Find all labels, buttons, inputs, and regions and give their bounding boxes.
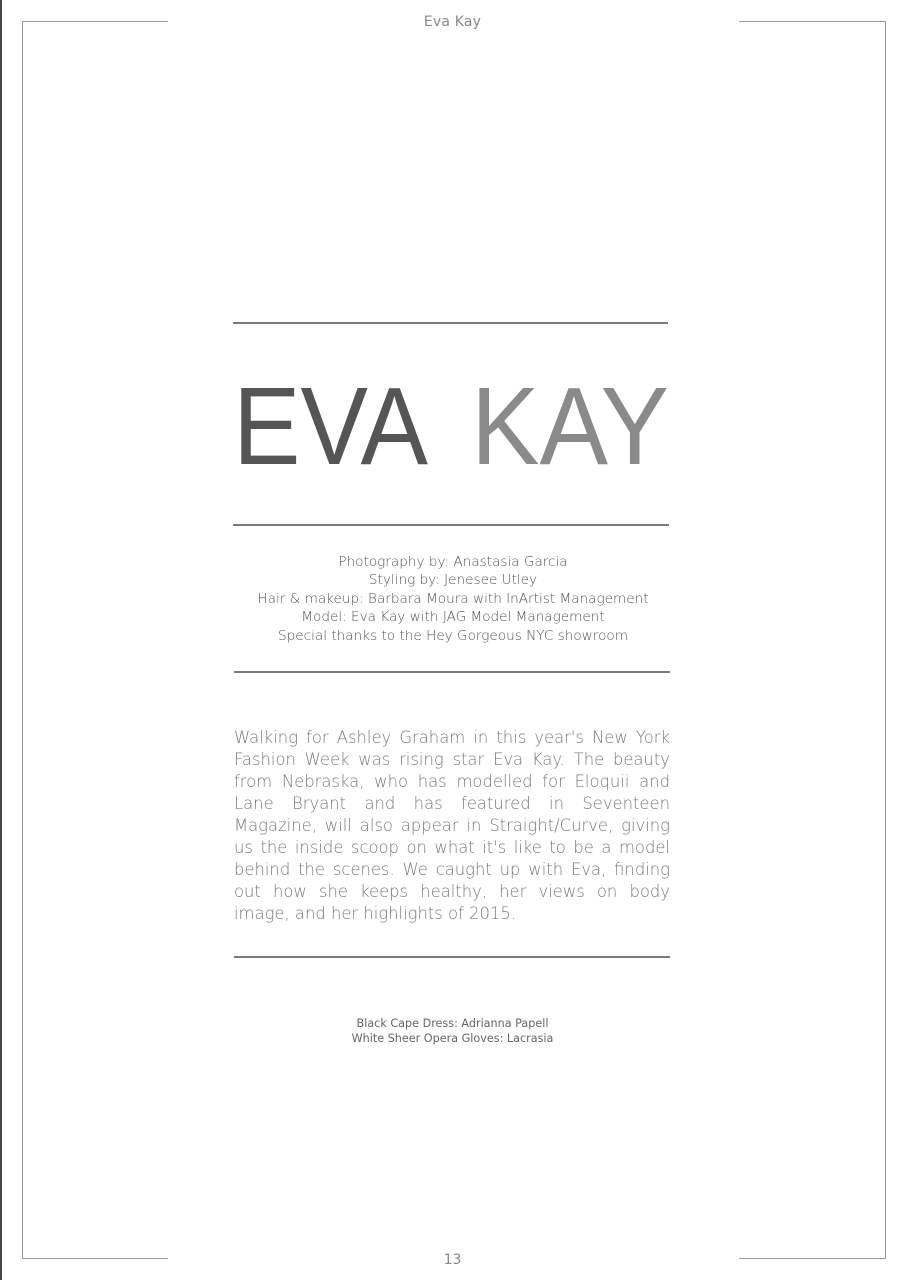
credit-model: Model: Eva Kay with JAG Model Management xyxy=(301,609,605,626)
rule-below-intro xyxy=(234,956,670,958)
wardrobe-credits xyxy=(0,1016,905,1046)
article-title xyxy=(233,360,673,490)
photo-credits xyxy=(233,553,673,645)
title-word-kay: KAY xyxy=(471,365,669,488)
running-head: Eva Kay xyxy=(423,14,482,30)
wardrobe-item-dress: Black Cape Dress: Adrianna Papell xyxy=(356,1017,549,1030)
intro-paragraph: Walking for Ashley Graham in this year's New York Fashion Week was rising star Eva Kay. The beauty from Nebraska, who has modelled for Eloquii and Lane Bryant and has featured in Seventeen Magazine, will also appear in Straight/Curve, giving us the inside scoop on what it's like to be a model behind the scenes. We caught up with Eva, finding out how she keeps healthy, her views on body image, and her highlights of 2015. xyxy=(234,728,670,923)
rule-above-title xyxy=(233,322,668,324)
wardrobe-item-gloves: White Sheer Opera Gloves: Lacrasia xyxy=(351,1032,554,1045)
page-number: 13 xyxy=(443,1252,462,1268)
frame-right xyxy=(885,21,886,1259)
credit-styling: Styling by: Jenesee Utley xyxy=(368,572,538,589)
credit-hair-makeup: Hair & makeup: Barbara Moura with InArtist Management xyxy=(257,590,649,607)
frame-left xyxy=(22,21,23,1259)
title-word-eva: EVA xyxy=(233,365,429,488)
credit-photography: Photography by: Anastasia Garcia xyxy=(338,554,568,570)
rule-below-credits xyxy=(234,671,670,673)
title-svg xyxy=(233,360,673,490)
credit-thanks: Special thanks to the Hey Gorgeous NYC showroom xyxy=(278,627,628,644)
page-edge-shadow xyxy=(0,0,2,1280)
rule-below-title xyxy=(233,524,669,526)
